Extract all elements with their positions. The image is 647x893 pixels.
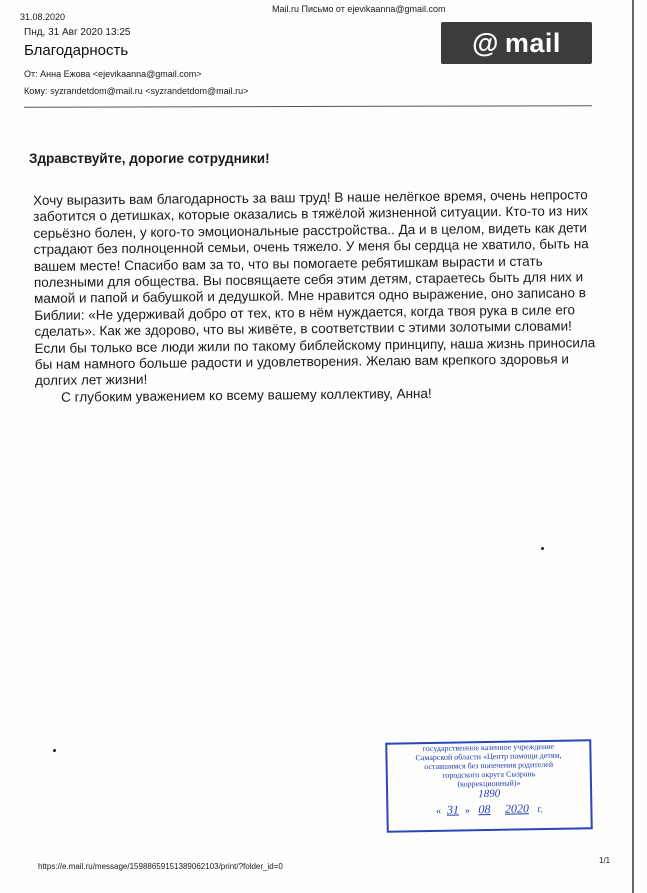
letter-line: долгих лет жизни! bbox=[34, 372, 148, 389]
print-title: Mail.ru Письмо от ejevikaanna@gmail.com bbox=[272, 4, 446, 14]
stamp-day: 31 bbox=[446, 802, 460, 817]
stamp-line: Самарской области «Центр помощи детям, bbox=[415, 750, 562, 763]
stamp-date: « 31 » 08 2020 г. bbox=[435, 801, 543, 817]
letter-line: Хочу выразить вам благодарность за ваш труд! В наше нелёгкое время, очень непросто bbox=[33, 187, 588, 208]
footer-url: https://e.mail.ru/message/15988659151389062103/print/?folder_id=0 bbox=[38, 862, 283, 871]
print-date: 31.08.2020 bbox=[20, 12, 66, 22]
stamp-month: 08 bbox=[478, 801, 491, 817]
letter-greeting: Здравствуйте, дорогие сотрудники! bbox=[29, 151, 270, 166]
letter-closing: С глубоким уважением ко всему вашему коллективу, Анна! bbox=[61, 385, 432, 405]
at-sign-icon: @ bbox=[472, 27, 499, 58]
to-label: Кому: bbox=[24, 86, 48, 96]
stamp-line: (коррекционный)» bbox=[457, 778, 521, 789]
email-sent-date: Пнд, 31 Авг 2020 13:25 bbox=[24, 27, 131, 38]
from-label: От: bbox=[24, 69, 38, 79]
letter-line: страдают без полноценной семьи, очень тяжело. У меня бы сердца не хватило, быть на bbox=[33, 236, 589, 258]
letter-line: сделать». Как же здорово, что вы живёте, в соответствии с этими золотыми словами! bbox=[34, 318, 572, 340]
letter-body bbox=[33, 187, 595, 406]
stamp-line: государственное казенное учреждение bbox=[422, 741, 555, 754]
stamp-year: 2020 bbox=[504, 801, 530, 816]
email-to bbox=[24, 86, 248, 96]
scan-speck bbox=[53, 749, 56, 752]
letter-line: заботится о детишках, которые оказались в тяжёлой жизненной ситуации. Кто-то из них bbox=[33, 203, 588, 225]
email-subject: Благодарность bbox=[24, 42, 129, 59]
letter-line: бы нам намного больше радости и удовлетворения. Желаю вам крепкого здоровья и bbox=[34, 351, 569, 372]
stamp-year-suffix: г. bbox=[537, 804, 543, 816]
to-value: syzrandetdom@mail.ru <syzrandetdom@mail.ru> bbox=[50, 86, 249, 96]
letter-line: Библии: «Не удерживай добро от тех, кто в нём нуждается, когда твоя рука в силе его bbox=[34, 302, 576, 323]
letter-line: Если бы только все люди жили по такому библейскому принципу, наша жизнь приносила bbox=[34, 334, 596, 356]
letter-line: мамой и папой и бабушкой и дедушкой. Мне нравится одно выражение, оно записано в bbox=[34, 285, 586, 307]
header-divider bbox=[24, 105, 592, 107]
page-number: 1/1 bbox=[599, 856, 611, 865]
stamp-number: 1890 bbox=[478, 787, 501, 801]
mail-logo bbox=[441, 22, 592, 64]
from-value: Анна Ежова <ejevikaanna@gmail.com> bbox=[40, 69, 202, 79]
letter-line: вашем месте! Спасибо вам за то, что вы помогаете ребятишкам вырасти и стать bbox=[33, 253, 543, 274]
scan-speck bbox=[541, 547, 544, 550]
stamp-line: оставшимся без попечения родителей bbox=[424, 759, 554, 772]
letter-line: полезными для общества. Вы посвящаете себя этим детям, стараетесь быть для них и bbox=[33, 269, 584, 290]
letter-line: серьёзно болен, у кого-то эмоциональные расстройства.. Да и в целом, видеть как дети bbox=[33, 219, 587, 241]
registration-stamp bbox=[385, 739, 593, 833]
stamp-line: городского округа Сызрань bbox=[442, 769, 536, 780]
scan-edge bbox=[632, 0, 634, 893]
email-from bbox=[24, 69, 202, 79]
logo-text: mail bbox=[504, 27, 561, 58]
